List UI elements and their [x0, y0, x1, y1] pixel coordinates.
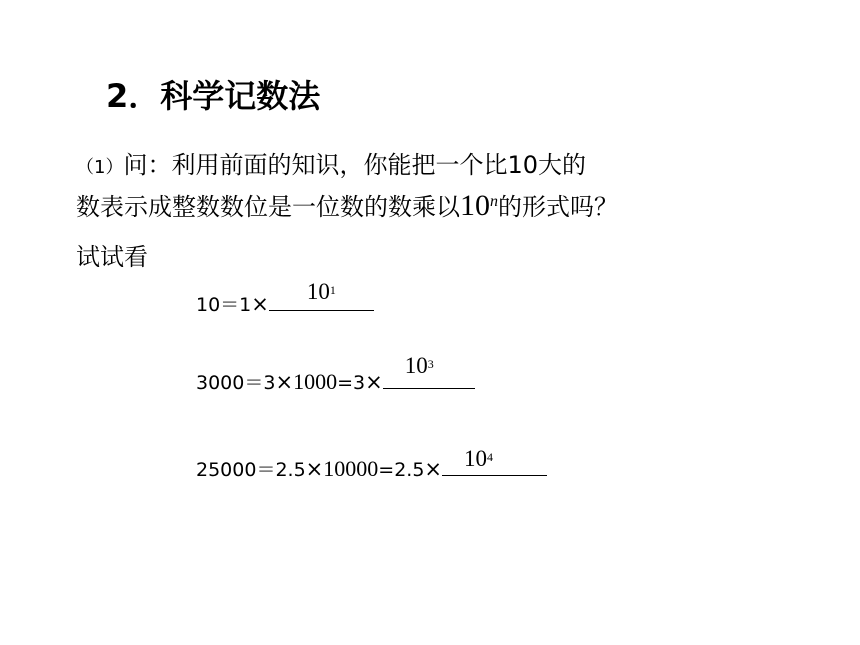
question-text-2: 数表示成整数数位是一位数的数乘以 [76, 193, 460, 221]
question-line-2 [76, 188, 618, 225]
question-text-1: 问：利用前面的知识，你能把一个比10大的 [123, 151, 586, 179]
equation-2-lhs: 3000＝3 [196, 372, 276, 394]
equation-3-eq2: =2.5 [378, 459, 425, 481]
answer-1-exponent: 1 [329, 283, 336, 297]
power-exponent: n [490, 193, 498, 210]
equation-3-lhs: 25000＝2.5 [196, 459, 306, 481]
times-sign: × [275, 370, 294, 394]
answer-2-exponent: 3 [427, 357, 434, 371]
answer-2 [405, 354, 434, 378]
answer-2-base: 10 [404, 353, 428, 378]
question-line-1 [76, 150, 586, 183]
power-base: 10 [460, 189, 490, 222]
times-sign: × [251, 292, 269, 316]
section-title: 2．科学记数法 [106, 77, 321, 115]
times-sign: × [365, 370, 383, 394]
equation-2 [196, 353, 475, 396]
answer-3-exponent: 4 [487, 450, 494, 464]
answer-blank-2 [383, 353, 475, 389]
equation-1-lhs: 10＝1 [196, 294, 252, 316]
equation-2-middle: 1000 [293, 369, 338, 394]
equation-2-eq2: =3 [337, 372, 366, 394]
answer-blank-3 [442, 446, 547, 476]
power-expression [460, 189, 498, 222]
question-text-3: 的形式吗？ [498, 193, 618, 221]
answer-3-base: 10 [464, 446, 488, 471]
answer-1 [307, 280, 336, 304]
times-sign: × [424, 457, 443, 481]
equation-3-middle: 10000 [323, 456, 379, 481]
answer-1-base: 10 [306, 279, 330, 304]
try-label: 试试看 [76, 243, 148, 271]
times-sign: × [305, 457, 324, 481]
equation-3 [196, 446, 547, 483]
answer-blank-1 [269, 279, 374, 311]
question-number: （1） [76, 157, 124, 178]
answer-3 [464, 447, 493, 471]
equation-1 [196, 279, 374, 318]
